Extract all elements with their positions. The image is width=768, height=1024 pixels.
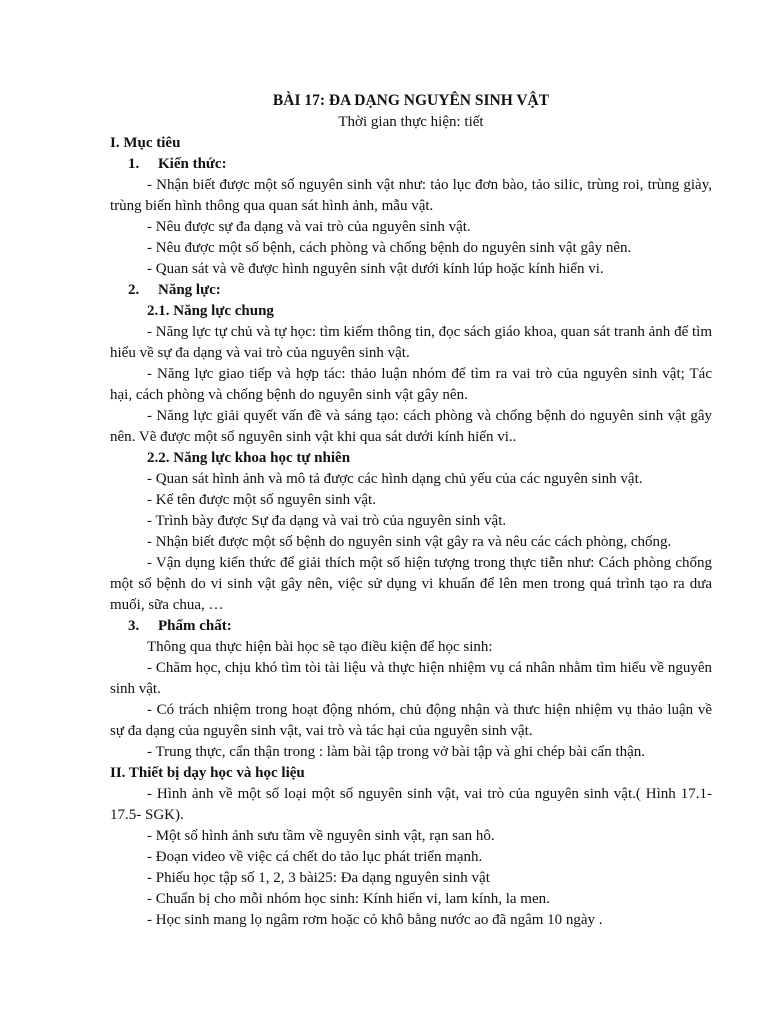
competence-number: 2. [128,282,140,298]
knowledge-item: - Nêu được một số bệnh, cách phòng và chống bệnh do nguyên sinh vật gây nên. [147,240,632,256]
knowledge-item: - Nhận biết được một số nguyên sinh vật như: tảo lục đơn bào, tảo silic, trùng roi, trùng giày, trùng biến hình thông qua quan sát hình ảnh, mẫu vật. [110,177,712,214]
qualities-item: - Chăm học, chịu khó tìm tòi tài liệu và thực hiện nhiệm vụ cá nhân nhằm tìm hiểu về nguyên sinh vật. [110,660,712,697]
page-subtitle: Thời gian thực hiện: tiết [338,114,484,130]
equipment-item: - Chuẩn bị cho mỗi nhóm học sinh: Kính hiển vi, lam kính, la men. [147,891,550,907]
qualities-number: 3. [128,618,140,634]
competence-heading [110,280,712,301]
knowledge-number: 1. [128,156,140,172]
knowledge-title: Kiến thức: [158,156,227,172]
general-competence-item: - Năng lực tự chủ và tự học: tìm kiếm thông tin, đọc sách giáo khoa, quan sát tranh ảnh để tìm hiểu về sự đa dạng và vai trò của nguyên sinh vật. [110,324,712,361]
science-competence-heading: 2.2. Năng lực khoa học tự nhiên [147,450,351,466]
general-competence-item: - Năng lực giải quyết vấn đề và sáng tạo: cách phòng và chống bệnh do nguyên sinh vật gây nên. Vẽ được một số nguyên sinh vật khi qua sát dưới kính hiển vi.. [110,408,712,445]
knowledge-item: - Quan sát và vẽ được hình nguyên sinh vật dưới kính lúp hoặc kính hiển vi. [147,261,604,277]
page-title: BÀI 17: ĐA DẠNG NGUYÊN SINH VẬT [272,92,550,109]
qualities-intro: Thông qua thực hiện bài học sẽ tạo điều kiện để học sinh: [147,639,493,655]
qualities-item: - Có trách nhiệm trong hoạt động nhóm, chủ động nhận và thưc hiện nhiệm vụ thảo luận về sự đa dạng của nguyên sinh vật, vai trò và tác hại của nguyên sinh vật. [110,702,712,739]
science-competence-item: - Quan sát hình ảnh và mô tả được các hình dạng chủ yếu của các nguyên sinh vật. [147,471,643,487]
general-competence-item: - Năng lực giao tiếp và hợp tác: thảo luận nhóm để tìm ra vai trò của nguyên sinh vật; Tác hại, cách phòng và chống bệnh do nguyên sinh vật gây nên. [110,366,712,403]
science-competence-item: - Vận dụng kiến thức để giải thích một số hiện tượng trong thực tiễn như: Cách phòng chống một số bệnh do vi sinh vật gây nên, việc sử dụng vi khuẩn để lên men trong quá trình tạo ra dưa muối, sữa chua, … [110,555,712,613]
general-competence-heading: 2.1. Năng lực chung [147,303,274,319]
science-competence-item: - Trình bày được Sự đa dạng và vai trò của nguyên sinh vật. [147,513,507,529]
section-equipment-heading: II. Thiết bị dạy học và học liệu [110,765,305,781]
equipment-item: - Hình ảnh về một số loại một số nguyên sinh vật, vai trò của nguyên sinh vật.( Hình 17.1-17.5- SGK). [110,786,712,823]
section-objectives-heading: I. Mục tiêu [110,135,181,151]
qualities-title: Phẩm chất: [158,618,232,634]
qualities-heading [110,616,712,637]
qualities-item: - Trung thực, cẩn thận trong : làm bài tập trong vở bài tập và ghi chép bài cẩn thận. [147,744,646,760]
equipment-item: - Học sinh mang lọ ngâm rơm hoặc cỏ khô bằng nước ao đã ngâm 10 ngày . [147,912,603,928]
science-competence-item: - Nhận biết được một số bệnh do nguyên sinh vật gây ra và nêu các cách phòng, chống. [147,534,672,550]
competence-title: Năng lực: [158,282,221,298]
equipment-item: - Phiếu học tập số 1, 2, 3 bài25: Đa dạng nguyên sinh vật [147,870,490,886]
science-competence-item: - Kể tên được một số nguyên sinh vật. [147,492,376,508]
knowledge-heading [110,154,712,175]
equipment-item: - Đoạn video về việc cá chết do tảo lục phát triển mạnh. [147,849,483,865]
equipment-item: - Một số hình ảnh sưu tầm về nguyên sinh vật, rạn san hô. [147,828,495,844]
knowledge-item: - Nêu được sự đa dạng và vai trò của nguyên sinh vật. [147,219,471,235]
